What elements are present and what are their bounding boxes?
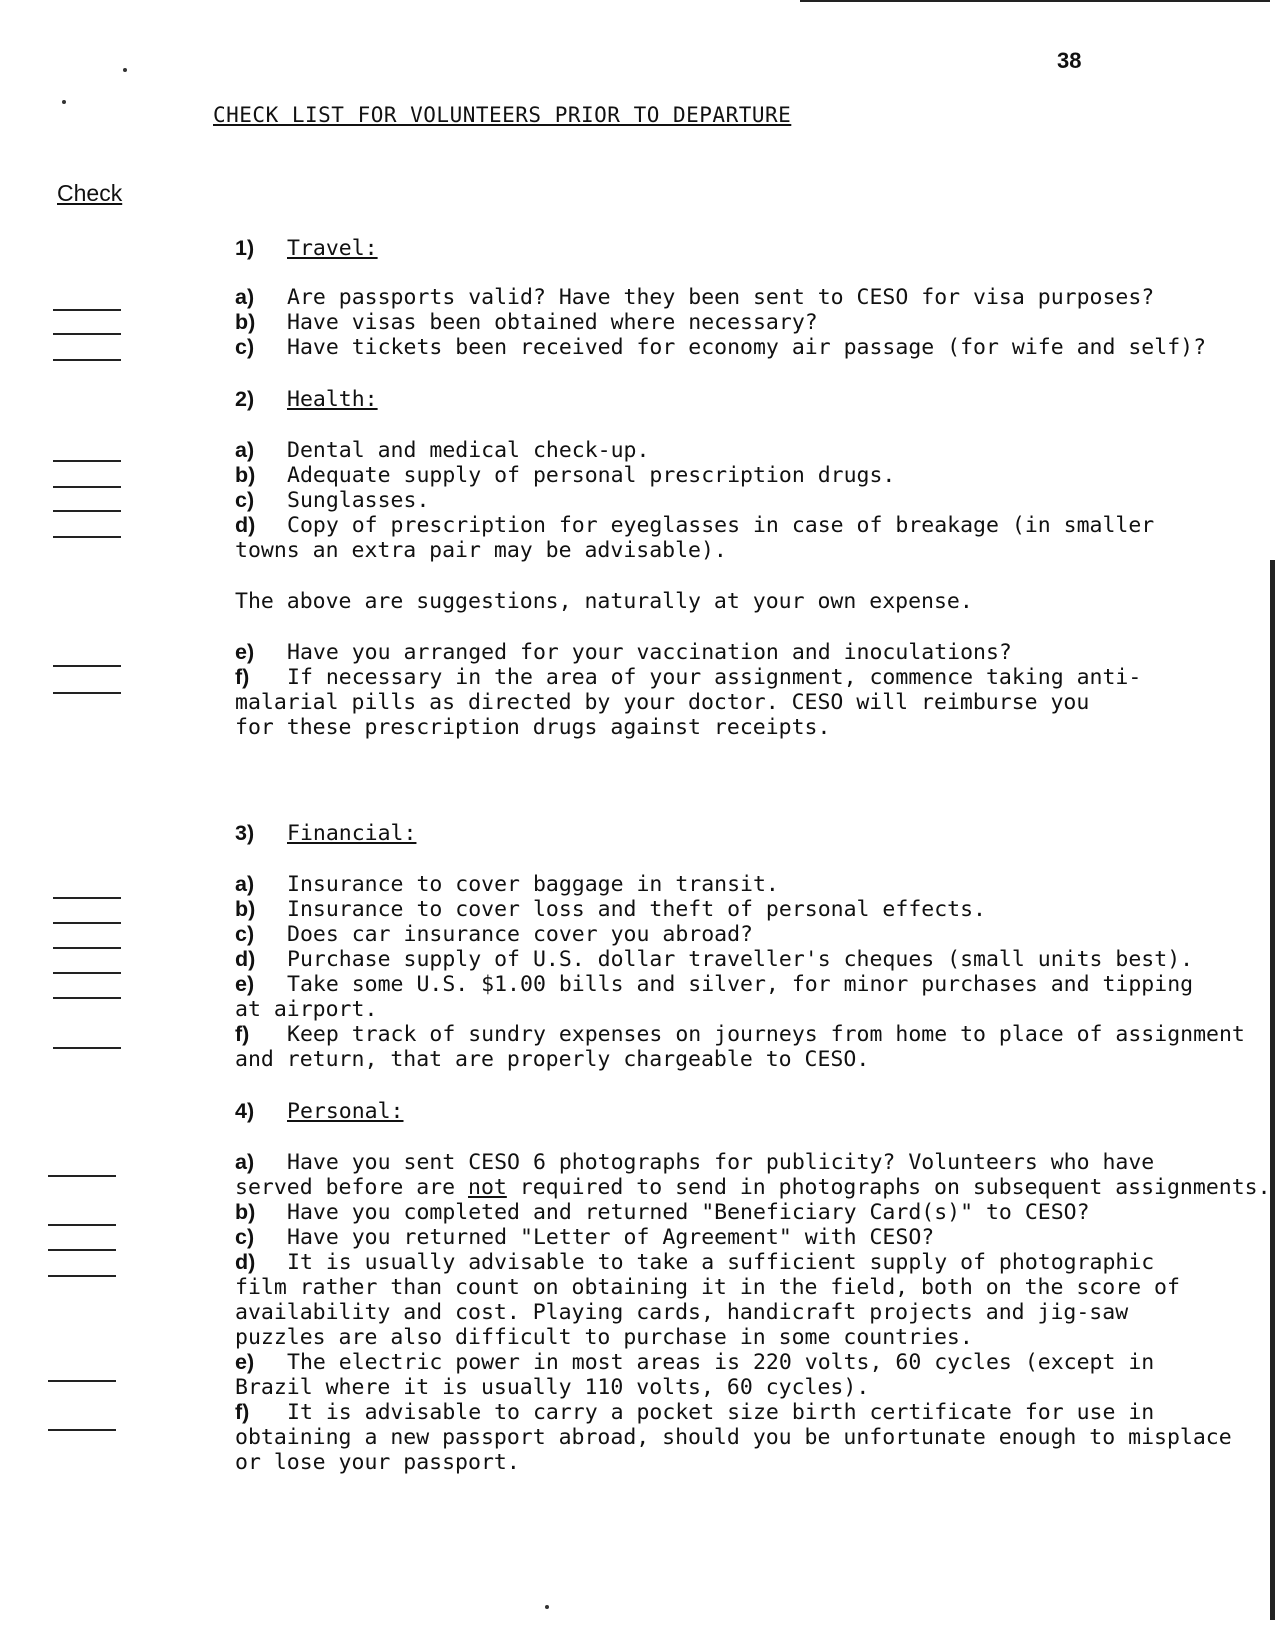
check-blank-health-c[interactable] [53, 510, 121, 512]
check-blank-health-b[interactable] [53, 486, 121, 488]
list-item: b) Adequate supply of personal prescription drugs. [235, 463, 896, 488]
check-blank-health-a[interactable] [53, 460, 121, 462]
section-heading-personal: 4) Personal: [235, 1099, 404, 1124]
list-item-continuation: served before are not required to send in photographs on subsequent assignments. [235, 1175, 1271, 1200]
list-item: f) It is advisable to carry a pocket size birth certificate for use in [235, 1400, 1155, 1425]
list-item-continuation: at airport. [235, 997, 378, 1022]
check-blank-personal-a[interactable] [48, 1175, 116, 1177]
list-item: e) Take some U.S. $1.00 bills and silver, for minor purchases and tipping [235, 972, 1194, 997]
section-heading-financial: 3) Financial: [235, 821, 417, 846]
check-blank-financial-a[interactable] [53, 897, 121, 899]
check-blank-financial-d[interactable] [53, 972, 121, 974]
page-number: 38 [1057, 48, 1082, 73]
list-item: b) Insurance to cover loss and theft of personal effects. [235, 897, 986, 922]
list-item: e) The electric power in most areas is 220 volts, 60 cycles (except in [235, 1350, 1155, 1375]
list-item-continuation: and return, that are properly chargeable to CESO. [235, 1047, 870, 1072]
list-item: c) Have tickets been received for economy air passage (for wife and self)? [235, 335, 1207, 360]
check-blank-financial-b[interactable] [53, 922, 121, 924]
list-item-continuation: towns an extra pair may be advisable). [235, 538, 727, 563]
check-blank-financial-c[interactable] [53, 947, 121, 949]
check-blank-health-f[interactable] [53, 692, 121, 694]
page-title: CHECK LIST FOR VOLUNTEERS PRIOR TO DEPARTURE [213, 103, 792, 127]
list-item: f) If necessary in the area of your assignment, commence taking anti- [235, 665, 1142, 690]
list-item: f) Keep track of sundry expenses on journeys from home to place of assignment [235, 1022, 1245, 1047]
check-blank-travel-c[interactable] [53, 359, 121, 361]
check-blank-health-d[interactable] [53, 536, 121, 538]
list-item: c) Sunglasses. [235, 488, 430, 513]
check-blank-travel-b[interactable] [53, 333, 121, 335]
scan-speck [123, 68, 127, 72]
scan-speck [62, 100, 66, 104]
health-note: The above are suggestions, naturally at your own expense. [235, 589, 973, 614]
list-item: d) It is usually advisable to take a sufficient supply of photographic [235, 1250, 1155, 1275]
right-edge-rule [1270, 560, 1275, 1620]
top-edge-rule [800, 0, 1270, 2]
check-column-header: Check [57, 180, 123, 206]
list-item: a) Are passports valid? Have they been sent to CESO for visa purposes? [235, 285, 1155, 310]
check-blank-personal-d[interactable] [48, 1275, 116, 1277]
list-item-continuation: obtaining a new passport abroad, should you be unfortunate enough to misplace [235, 1425, 1232, 1450]
check-blank-personal-c[interactable] [48, 1249, 116, 1251]
list-item-continuation: availability and cost. Playing cards, handicraft projects and jig-saw [235, 1300, 1129, 1325]
list-item: a) Have you sent CESO 6 photographs for publicity? Volunteers who have [235, 1150, 1155, 1175]
check-blank-travel-a[interactable] [53, 309, 121, 311]
section-heading-health: 2) Health: [235, 387, 378, 412]
check-blank-financial-f[interactable] [53, 1047, 121, 1049]
list-item: d) Purchase supply of U.S. dollar traveller's cheques (small units best). [235, 947, 1194, 972]
list-item: c) Does car insurance cover you abroad? [235, 922, 753, 947]
list-item: c) Have you returned "Letter of Agreement" with CESO? [235, 1225, 935, 1250]
list-item: b) Have you completed and returned "Beneficiary Card(s)" to CESO? [235, 1200, 1090, 1225]
list-item: e) Have you arranged for your vaccination and inoculations? [235, 640, 1012, 665]
check-blank-personal-b[interactable] [48, 1224, 116, 1226]
list-item: d) Copy of prescription for eyeglasses in case of breakage (in smaller [235, 513, 1155, 538]
list-item: b) Have visas been obtained where necessary? [235, 310, 818, 335]
list-item-continuation: puzzles are also difficult to purchase in some countries. [235, 1325, 973, 1350]
list-item-continuation: for these prescription drugs against receipts. [235, 715, 831, 740]
check-blank-financial-e[interactable] [53, 997, 121, 999]
list-item-continuation: or lose your passport. [235, 1450, 520, 1475]
scan-speck [545, 1605, 549, 1609]
check-blank-health-e[interactable] [53, 665, 121, 667]
list-item: a) Insurance to cover baggage in transit. [235, 872, 779, 897]
section-heading-travel: 1) Travel: [235, 236, 378, 261]
list-item-continuation: Brazil where it is usually 110 volts, 60 cycles). [235, 1375, 870, 1400]
check-blank-personal-f[interactable] [48, 1429, 116, 1431]
list-item: a) Dental and medical check-up. [235, 438, 650, 463]
list-item-continuation: film rather than count on obtaining it in the field, both on the score of [235, 1275, 1180, 1300]
list-item-continuation: malarial pills as directed by your doctor. CESO will reimburse you [235, 690, 1090, 715]
check-blank-personal-e[interactable] [48, 1380, 116, 1382]
